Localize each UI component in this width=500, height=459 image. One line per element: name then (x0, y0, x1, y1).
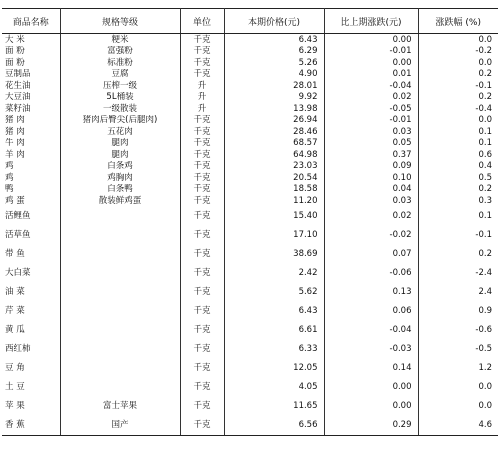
cell-current-price: 4.90 (224, 69, 324, 81)
cell-unit: 千克 (180, 57, 224, 69)
cell-product-name: 活鲤鱼 (2, 207, 60, 226)
cell-current-price: 64.98 (224, 149, 324, 161)
cell-product-name: 猪 肉 (2, 126, 60, 138)
table-row (2, 302, 498, 321)
cell-product-name: 豆 角 (2, 359, 60, 378)
cell-change: -0.01 (324, 46, 418, 58)
cell-change: 0.05 (324, 138, 418, 150)
table-row (2, 149, 498, 161)
cell-unit: 千克 (180, 207, 224, 226)
table-row (2, 172, 498, 184)
table-row (2, 184, 498, 196)
table-row (2, 161, 498, 173)
cell-unit: 千克 (180, 359, 224, 378)
cell-spec-grade: 腿肉 (60, 138, 180, 150)
cell-current-price: 17.10 (224, 226, 324, 245)
cell-product-name: 面 粉 (2, 57, 60, 69)
cell-unit: 千克 (180, 283, 224, 302)
cell-unit: 千克 (180, 138, 224, 150)
cell-product-name: 土 豆 (2, 378, 60, 397)
cell-spec-grade: 五花肉 (60, 126, 180, 138)
table-row (2, 245, 498, 264)
header-product-name: 商品名称 (2, 9, 60, 34)
cell-current-price: 5.26 (224, 57, 324, 69)
cell-change: 0.02 (324, 207, 418, 226)
cell-unit: 千克 (180, 378, 224, 397)
cell-change-pct: -2.4 (475, 268, 492, 278)
cell-change-pct: 0.0 (478, 401, 492, 411)
cell-change: 0.07 (324, 245, 418, 264)
table-row (2, 397, 498, 416)
table-row (2, 115, 498, 127)
cell-product-name: 猪 肉 (2, 115, 60, 127)
table-row (2, 378, 498, 397)
cell-change: 0.37 (324, 149, 418, 161)
cell-unit: 千克 (180, 126, 224, 138)
cell-current-price: 6.61 (224, 321, 324, 340)
cell-change: -0.06 (324, 264, 418, 283)
cell-current-price: 11.20 (224, 195, 324, 207)
cell-change-pct: 0.9 (478, 306, 492, 316)
cell-change-pct: 0.2 (478, 92, 492, 103)
cell-change-pct: 0.6 (478, 149, 492, 160)
cell-unit: 升 (180, 92, 224, 104)
cell-spec-grade: 散装鲜鸡蛋 (60, 195, 180, 207)
cell-unit: 千克 (180, 397, 224, 416)
table-row (2, 321, 498, 340)
cell-change-pct: 0.3 (478, 195, 492, 206)
cell-product-name: 大白菜 (2, 264, 60, 283)
cell-unit: 千克 (180, 264, 224, 283)
cell-product-name: 鸡 (2, 161, 60, 173)
cell-change-pct: 1.2 (478, 363, 492, 373)
cell-product-name: 芹 菜 (2, 302, 60, 321)
cell-current-price: 38.69 (224, 245, 324, 264)
cell-change: 0.00 (324, 378, 418, 397)
cell-change-pct: 0.1 (478, 138, 492, 149)
cell-current-price: 28.46 (224, 126, 324, 138)
cell-unit: 千克 (180, 149, 224, 161)
cell-current-price: 9.92 (224, 92, 324, 104)
cell-unit: 千克 (180, 184, 224, 196)
cell-product-name: 大 米 (2, 34, 60, 46)
cell-change-pct: -0.4 (475, 103, 492, 114)
cell-change: -0.02 (324, 226, 418, 245)
table-row (2, 359, 498, 378)
cell-change-pct: 0.0 (478, 382, 492, 392)
cell-change: 0.06 (324, 302, 418, 321)
table-row (2, 103, 498, 115)
cell-current-price: 12.05 (224, 359, 324, 378)
cell-spec-grade (60, 264, 180, 283)
cell-spec-grade: 粳米 (60, 34, 180, 46)
cell-change: 0.09 (324, 161, 418, 173)
cell-change-pct: 4.6 (418, 416, 498, 436)
cell-unit: 千克 (180, 46, 224, 58)
cell-change-pct: 0.4 (478, 161, 492, 172)
table-row (2, 195, 498, 207)
cell-change: 0.00 (324, 34, 418, 46)
cell-product-name: 鸡 (2, 172, 60, 184)
cell-unit: 千克 (180, 161, 224, 173)
table-row (2, 80, 498, 92)
table-row (2, 126, 498, 138)
cell-product-name: 带 鱼 (2, 245, 60, 264)
cell-change-pct: 0.2 (478, 184, 492, 195)
table-row (2, 340, 498, 359)
cell-product-name: 香 蕉 (2, 416, 60, 436)
cell-current-price: 6.56 (224, 416, 324, 436)
cell-spec-grade (60, 245, 180, 264)
cell-change: 0.29 (324, 416, 418, 436)
cell-spec-grade: 腿肉 (60, 149, 180, 161)
cell-product-name: 鸡 蛋 (2, 195, 60, 207)
cell-current-price: 20.54 (224, 172, 324, 184)
cell-change-pct: 0.1 (478, 126, 492, 137)
cell-unit: 千克 (180, 416, 224, 436)
cell-spec-grade (60, 302, 180, 321)
cell-change: -0.05 (324, 103, 418, 115)
cell-spec-grade: 白条鸡 (60, 161, 180, 173)
cell-unit: 千克 (180, 226, 224, 245)
header-current-price: 本期价格(元) (224, 9, 324, 34)
cell-unit: 千克 (180, 340, 224, 359)
cell-spec-grade (60, 226, 180, 245)
cell-spec-grade: 富强粉 (60, 46, 180, 58)
table-row (2, 92, 498, 104)
header-unit: 单位 (180, 9, 224, 34)
cell-change-pct: 0.0 (478, 115, 492, 126)
cell-unit: 千克 (180, 321, 224, 340)
table-row (2, 46, 498, 58)
cell-current-price: 13.98 (224, 103, 324, 115)
cell-current-price: 6.43 (224, 34, 324, 46)
cell-spec-grade: 一级散装 (60, 103, 180, 115)
cell-product-name: 黄 瓜 (2, 321, 60, 340)
cell-change-pct: 0.1 (478, 211, 492, 221)
header-change: 比上期涨跌(元) (324, 9, 418, 34)
table-row (2, 138, 498, 150)
cell-change-pct: 0.0 (478, 34, 492, 45)
cell-current-price: 4.05 (224, 378, 324, 397)
cell-spec-grade (60, 340, 180, 359)
cell-current-price: 23.03 (224, 161, 324, 173)
cell-current-price: 68.57 (224, 138, 324, 150)
cell-spec-grade: 白条鸭 (60, 184, 180, 196)
cell-change: 0.00 (324, 397, 418, 416)
cell-spec-grade: 国产 (60, 416, 180, 436)
cell-unit: 千克 (180, 172, 224, 184)
price-table (2, 8, 498, 436)
table-row (2, 264, 498, 283)
table-row (2, 416, 498, 436)
cell-product-name: 面 粉 (2, 46, 60, 58)
cell-current-price: 5.62 (224, 283, 324, 302)
cell-change-pct: 0.5 (478, 172, 492, 183)
cell-spec-grade (60, 283, 180, 302)
cell-product-name: 苹 果 (2, 397, 60, 416)
cell-unit: 千克 (180, 245, 224, 264)
cell-change: 0.13 (324, 283, 418, 302)
cell-spec-grade: 标准粉 (60, 57, 180, 69)
cell-change-pct: -0.6 (475, 325, 492, 335)
cell-unit: 千克 (180, 115, 224, 127)
cell-product-name: 鸭 (2, 184, 60, 196)
cell-spec-grade: 豆腐 (60, 69, 180, 81)
cell-product-name: 牛 肉 (2, 138, 60, 150)
cell-change: 0.10 (324, 172, 418, 184)
cell-change-pct: 2.4 (478, 287, 492, 297)
header-spec-grade: 规格等级 (60, 9, 180, 34)
cell-current-price: 6.43 (224, 302, 324, 321)
cell-spec-grade: 富士苹果 (60, 397, 180, 416)
cell-product-name: 菜籽油 (2, 103, 60, 115)
cell-product-name: 豆制品 (2, 69, 60, 81)
cell-product-name: 油 菜 (2, 283, 60, 302)
table-row (2, 57, 498, 69)
cell-current-price: 26.94 (224, 115, 324, 127)
cell-spec-grade: 5L桶装 (60, 92, 180, 104)
cell-change-pct: -0.1 (475, 80, 492, 91)
table-row (2, 34, 498, 46)
cell-spec-grade: 鸡胸肉 (60, 172, 180, 184)
cell-change: -0.03 (324, 340, 418, 359)
table-row (2, 283, 498, 302)
cell-change: -0.01 (324, 115, 418, 127)
table-row (2, 226, 498, 245)
cell-current-price: 2.42 (224, 264, 324, 283)
cell-spec-grade (60, 359, 180, 378)
cell-change-pct: 0.2 (478, 249, 492, 259)
table-header-row (2, 9, 498, 34)
cell-change-pct: -0.2 (475, 46, 492, 57)
cell-change-pct: 0.0 (478, 57, 492, 68)
cell-change-pct: -0.1 (475, 230, 492, 240)
cell-current-price: 28.01 (224, 80, 324, 92)
table-row (2, 207, 498, 226)
cell-change: 0.02 (324, 92, 418, 104)
cell-change: -0.04 (324, 321, 418, 340)
cell-spec-grade (60, 321, 180, 340)
cell-product-name: 羊 肉 (2, 149, 60, 161)
cell-current-price: 15.40 (224, 207, 324, 226)
cell-unit: 升 (180, 80, 224, 92)
cell-unit: 升 (180, 103, 224, 115)
cell-change: 0.00 (324, 57, 418, 69)
cell-change: 0.03 (324, 126, 418, 138)
cell-change: 0.03 (324, 195, 418, 207)
cell-unit: 千克 (180, 34, 224, 46)
table-row (2, 69, 498, 81)
cell-change-pct: -0.5 (475, 344, 492, 354)
cell-spec-grade: 压榨一级 (60, 80, 180, 92)
cell-change-pct: 0.2 (478, 69, 492, 80)
cell-change: 0.01 (324, 69, 418, 81)
cell-unit: 千克 (180, 195, 224, 207)
cell-current-price: 11.65 (224, 397, 324, 416)
cell-current-price: 6.29 (224, 46, 324, 58)
cell-spec-grade (60, 207, 180, 226)
header-change-pct: 涨跌幅 (%) (418, 9, 498, 34)
cell-spec-grade: 猪肉后臀尖(后腿肉) (60, 115, 180, 127)
cell-current-price: 18.58 (224, 184, 324, 196)
cell-product-name: 花生油 (2, 80, 60, 92)
cell-product-name: 西红柿 (2, 340, 60, 359)
cell-unit: 千克 (180, 302, 224, 321)
cell-change: 0.14 (324, 359, 418, 378)
cell-product-name: 大豆油 (2, 92, 60, 104)
cell-change: -0.04 (324, 80, 418, 92)
cell-change: 0.04 (324, 184, 418, 196)
cell-unit: 千克 (180, 69, 224, 81)
cell-product-name: 活草鱼 (2, 226, 60, 245)
cell-spec-grade (60, 378, 180, 397)
cell-current-price: 6.33 (224, 340, 324, 359)
